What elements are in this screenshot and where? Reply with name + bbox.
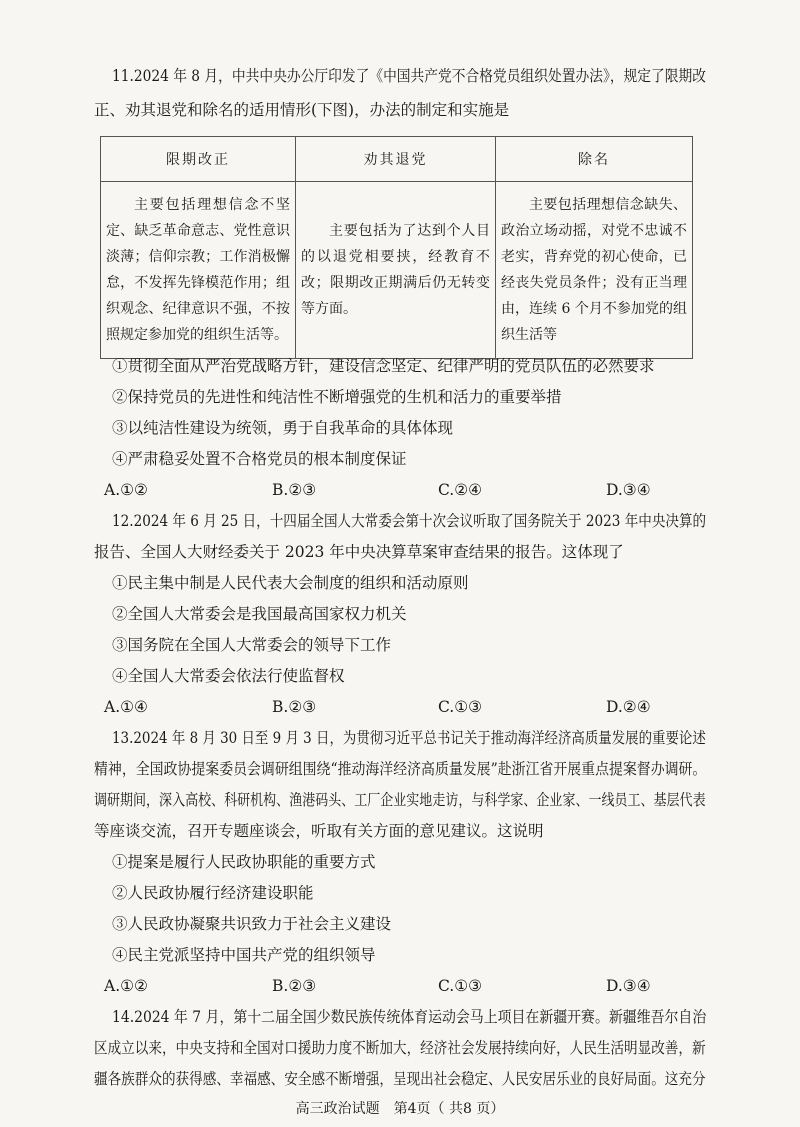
q13-choice-c[interactable]: C.①③: [438, 977, 483, 995]
q13-choice-d[interactable]: D.③④: [606, 977, 651, 995]
q12-choice-d[interactable]: D.②④: [606, 698, 651, 716]
q11-option: ①贯彻全面从严治党战略方针，建设信念坚定、纪律严明的党员队伍的必然要求: [112, 357, 655, 375]
q11-choice-d[interactable]: D.③④: [606, 481, 651, 499]
q13-choice-a[interactable]: A.①②: [104, 977, 148, 995]
q11-table-header: 劝其退党: [296, 137, 496, 182]
q11-table: [100, 136, 693, 359]
q11-stem-line1: 11.2024 年 8 月，中共中央办公厅印发了《中国共产党不合格党员组织处置办法》，规定了限期改: [112, 67, 707, 85]
q11-table-header-row: [101, 137, 693, 182]
q11-table-body-row: [101, 182, 693, 359]
q13-stem-line3: 调研期间，深入高校、科研机构、渔港码头、工厂企业实地走访，与科学家、企业家、一线员工、基层代表: [94, 791, 706, 809]
q12-option: ④全国人大常委会依法行使监督权: [112, 667, 345, 685]
q14-stem-line1: 14.2024 年 7 月，第十二届全国少数民族传统体育运动会马上项目在新疆开赛。新疆维吾尔自治: [112, 1008, 707, 1026]
q12-stem-line2: 报告、全国人大财经委关于 2023 年中央决算草案审查结果的报告。这体现了: [94, 543, 624, 561]
q12-stem-line1: 12.2024 年 6 月 25 日，十四届全国人大常委会第十次会议听取了国务院关于 2023 年中央决算的: [112, 512, 707, 530]
q11-table-cell: 主要包括为了达到个人目的以退党相要挟，经教育不改；限期改正期满后仍无转变等方面。: [296, 182, 496, 359]
q14-stem-line3: 疆各族群众的获得感、幸福感、安全感不断增强，呈现出社会稳定、人民安居乐业的良好局面。这充分: [94, 1070, 706, 1088]
q11-table-cell: 主要包括理想信念不坚定、缺乏革命意志、党性意识淡薄；信仰宗教；工作消极懈怠，不发挥先锋模范作用；组织观念、纪律意识不强，不按照规定参加党的组织生活等。: [101, 182, 296, 359]
q13-option: ③人民政协凝聚共识致力于社会主义建设: [112, 915, 392, 933]
q14-stem-line2: 区成立以来，中央支持和全国对口援助力度不断加大，经济社会发展持续向好，人民生活明显改善，新: [94, 1039, 706, 1057]
q12-option: ②全国人大常委会是我国最高国家权力机关: [112, 605, 407, 623]
page-footer: 高三政治试题 第4页（ 共8 页）: [295, 1101, 505, 1117]
q11-choice-b[interactable]: B.②③: [272, 481, 317, 499]
q12-choice-c[interactable]: C.①③: [438, 698, 483, 716]
q13-option: ①提案是履行人民政协职能的重要方式: [112, 853, 376, 871]
q11-option: ③以纯洁性建设为统领，勇于自我革命的具体体现: [112, 419, 454, 437]
q12-option: ③国务院在全国人大常委会的领导下工作: [112, 636, 392, 654]
q13-stem-line4: 等座谈交流，召开专题座谈会，听取有关方面的意见建议。这说明: [94, 822, 544, 840]
q13-choice-b[interactable]: B.②③: [272, 977, 317, 995]
q13-option: ④民主党派坚持中国共产党的组织领导: [112, 946, 376, 964]
q12-choice-a[interactable]: A.①④: [104, 698, 148, 716]
q13-stem-line2: 精神，全国政协提案委员会调研组围绕“推动海洋经济高质量发展”赴浙江省开展重点提案督办调研。: [94, 760, 707, 778]
q11-choice-a[interactable]: A.①②: [104, 481, 148, 499]
q11-table-header: 除名: [496, 137, 693, 182]
q11-table-cell: 主要包括理想信念缺失、政治立场动摇，对党不忠诚不老实，背弃党的初心使命，已经丧失党员条件；没有正当理由，连续 6 个月不参加党的组织生活等: [496, 182, 693, 359]
q12-option: ①民主集中制是人民代表大会制度的组织和活动原则: [112, 574, 469, 592]
q11-choice-c[interactable]: C.②④: [438, 481, 483, 499]
q12-choice-b[interactable]: B.②③: [272, 698, 317, 716]
q13-stem-line1: 13.2024 年 8 月 30 日至 9 月 3 日，为贯彻习近平总书记关于推动海洋经济高质量发展的重要论述: [112, 729, 706, 747]
q11-table-header: 限期改正: [101, 137, 296, 182]
q11-option: ④严肃稳妥处置不合格党员的根本制度保证: [112, 450, 407, 468]
q11-stem-line2: 正、劝其退党和除名的适用情形(下图)，办法的制定和实施是: [94, 101, 510, 119]
q11-option: ②保持党员的先进性和纯洁性不断增强党的生机和活力的重要举措: [112, 388, 562, 406]
q13-option: ②人民政协履行经济建设职能: [112, 884, 314, 902]
